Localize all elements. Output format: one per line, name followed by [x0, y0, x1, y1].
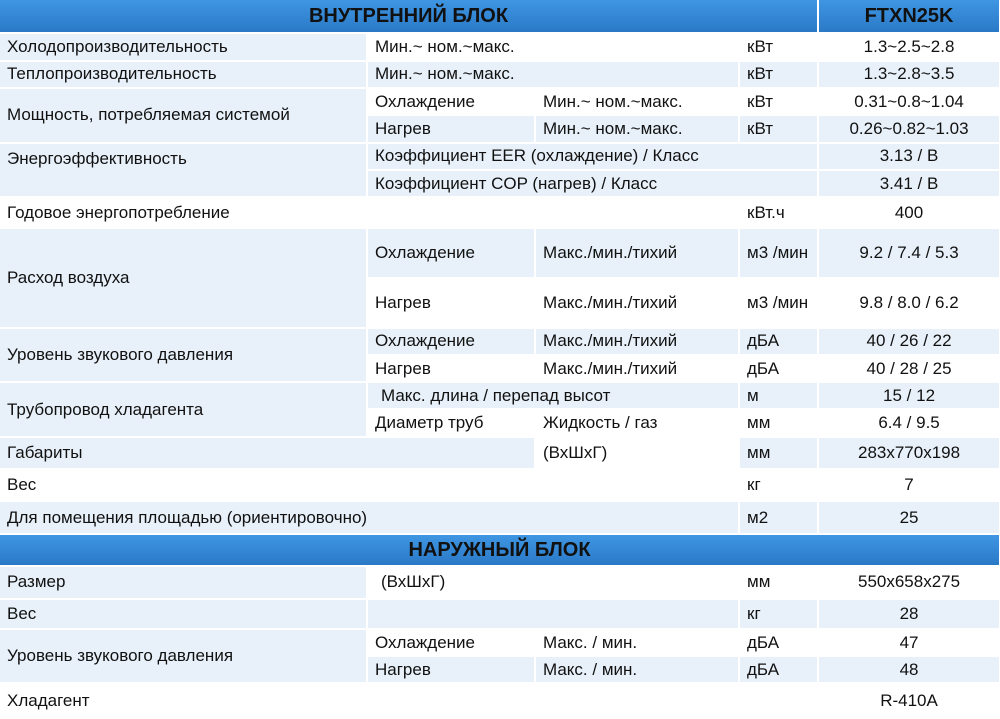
- table-row: [0, 469, 1000, 501]
- heating-capacity-mode: Мин.~ ном.~макс.: [367, 61, 739, 88]
- room-unit: м2: [739, 501, 818, 533]
- outdoor-sound-cool-range: Макс. / мин.: [535, 629, 739, 656]
- outdoor-weight-value: 28: [818, 599, 1000, 629]
- indoor-weight-unit: кг: [739, 469, 818, 501]
- outdoor-sound-heat-value: 48: [818, 656, 1000, 683]
- eer-value: 3.13 / B: [818, 143, 1000, 170]
- power-input-heat-range: Мин.~ ном.~макс.: [535, 115, 739, 142]
- airflow-heat-range: Макс./мин./тихий: [535, 278, 739, 328]
- airflow-heat-unit: м3 /мин: [739, 278, 818, 328]
- outdoor-sound-cool-unit: дБА: [739, 629, 818, 656]
- piping-diameter-value: 6.4 / 9.5: [818, 409, 1000, 436]
- dimensions-mode: (ВхШхГ): [535, 437, 739, 469]
- annual-label: Годовое энергопотребление: [0, 197, 739, 228]
- outdoor-sound-heat-range: Макс. / мин.: [535, 656, 739, 683]
- indoor-weight-value: 7: [818, 469, 1000, 501]
- heating-capacity-value: 1.3~2.8~3.5: [818, 61, 1000, 88]
- cop-desc: Коэффициент COP (нагрев) / Класс: [367, 170, 818, 197]
- indoor-sound-heat-value: 40 / 28 / 25: [818, 355, 1000, 382]
- indoor-header-row: [0, 0, 1000, 33]
- outdoor-sound-label: Уровень звукового давления: [0, 629, 367, 684]
- outdoor-header-row: [0, 534, 1000, 566]
- table-row: [0, 61, 1000, 88]
- power-input-heat-mode: Нагрев: [367, 115, 535, 142]
- outdoor-size-unit: мм: [739, 566, 818, 598]
- cooling-capacity-mode: Мин.~ ном.~макс.: [367, 33, 739, 60]
- outdoor-sound-heat-unit: дБА: [739, 656, 818, 683]
- table-row: [0, 328, 1000, 355]
- indoor-model: FTXN25K: [818, 0, 1000, 33]
- indoor-sound-cool-value: 40 / 26 / 22: [818, 328, 1000, 355]
- table-row: [0, 437, 1000, 469]
- dimensions-value: 283x770x198: [818, 437, 1000, 469]
- outdoor-title: НАРУЖНЫЙ БЛОК: [0, 534, 1000, 566]
- outdoor-size-value: 550x658x275: [818, 566, 1000, 598]
- piping-label: Трубопровод хладагента: [0, 382, 367, 437]
- piping-diameter-unit: мм: [739, 409, 818, 436]
- cooling-capacity-label: Холодопроизводительность: [0, 33, 367, 60]
- dimensions-unit: мм: [739, 437, 818, 469]
- table-row: [0, 88, 1000, 115]
- outdoor-weight-unit: кг: [739, 599, 818, 629]
- power-input-cool-unit: кВт: [739, 88, 818, 115]
- indoor-sound-cool-mode: Охлаждение: [367, 328, 535, 355]
- power-input-cool-value: 0.31~0.8~1.04: [818, 88, 1000, 115]
- annual-value: 400: [818, 197, 1000, 228]
- power-input-cool-mode: Охлаждение: [367, 88, 535, 115]
- piping-diameter-range: Жидкость / газ: [535, 409, 739, 436]
- indoor-weight-label: Вес: [0, 469, 739, 501]
- indoor-sound-cool-unit: дБА: [739, 328, 818, 355]
- table-row: [0, 197, 1000, 228]
- outdoor-sound-cool-value: 47: [818, 629, 1000, 656]
- table-row: [0, 599, 1000, 629]
- outdoor-size-label: Размер: [0, 566, 367, 598]
- dimensions-label: Габариты: [0, 437, 535, 469]
- power-input-label: Мощность, потребляемая системой: [0, 88, 367, 143]
- airflow-label: Расход воздуха: [0, 228, 367, 327]
- piping-length-unit: м: [739, 382, 818, 409]
- table-row: [0, 501, 1000, 533]
- indoor-sound-heat-unit: дБА: [739, 355, 818, 382]
- table-row: [0, 382, 1000, 409]
- heating-capacity-label: Теплопроизводительность: [0, 61, 367, 88]
- airflow-cool-value: 9.2 / 7.4 / 5.3: [818, 228, 1000, 278]
- table-row: [0, 228, 1000, 278]
- cop-value: 3.41 / B: [818, 170, 1000, 197]
- refrigerant-value: R-410A: [818, 683, 1000, 718]
- table-row: [0, 683, 1000, 718]
- table-row: [0, 629, 1000, 656]
- table-row: [0, 143, 1000, 170]
- room-value: 25: [818, 501, 1000, 533]
- piping-length-value: 15 / 12: [818, 382, 1000, 409]
- outdoor-size-mode: (ВхШхГ): [367, 566, 739, 598]
- power-input-heat-unit: кВт: [739, 115, 818, 142]
- room-label: Для помещения площадью (ориентировочно): [0, 501, 739, 533]
- eer-desc: Коэффициент EER (охлаждение) / Класс: [367, 143, 818, 170]
- table-row: [0, 566, 1000, 598]
- indoor-sound-cool-range: Макс./мин./тихий: [535, 328, 739, 355]
- airflow-cool-mode: Охлаждение: [367, 228, 535, 278]
- cooling-capacity-unit: кВт: [739, 33, 818, 60]
- table-row: [0, 33, 1000, 60]
- outdoor-sound-heat-mode: Нагрев: [367, 656, 535, 683]
- cooling-capacity-value: 1.3~2.5~2.8: [818, 33, 1000, 60]
- efficiency-label: Энергоэффективность: [0, 143, 367, 198]
- indoor-sound-heat-mode: Нагрев: [367, 355, 535, 382]
- outdoor-weight-label: Вес: [0, 599, 367, 629]
- airflow-heat-value: 9.8 / 8.0 / 6.2: [818, 278, 1000, 328]
- refrigerant-label: Хладагент: [0, 683, 818, 718]
- power-input-heat-value: 0.26~0.82~1.03: [818, 115, 1000, 142]
- indoor-sound-heat-range: Макс./мин./тихий: [535, 355, 739, 382]
- heating-capacity-unit: кВт: [739, 61, 818, 88]
- outdoor-sound-cool-mode: Охлаждение: [367, 629, 535, 656]
- power-input-cool-range: Мин.~ ном.~макс.: [535, 88, 739, 115]
- annual-unit: кВт.ч: [739, 197, 818, 228]
- piping-length-desc: Макс. длина / перепад высот: [367, 382, 739, 409]
- piping-diameter-mode: Диаметр труб: [367, 409, 535, 436]
- airflow-heat-mode: Нагрев: [367, 278, 535, 328]
- indoor-title: ВНУТРЕННИЙ БЛОК: [0, 0, 818, 33]
- airflow-cool-range: Макс./мин./тихий: [535, 228, 739, 278]
- outdoor-weight-empty: [367, 599, 739, 629]
- airflow-cool-unit: м3 /мин: [739, 228, 818, 278]
- indoor-sound-label: Уровень звукового давления: [0, 328, 367, 383]
